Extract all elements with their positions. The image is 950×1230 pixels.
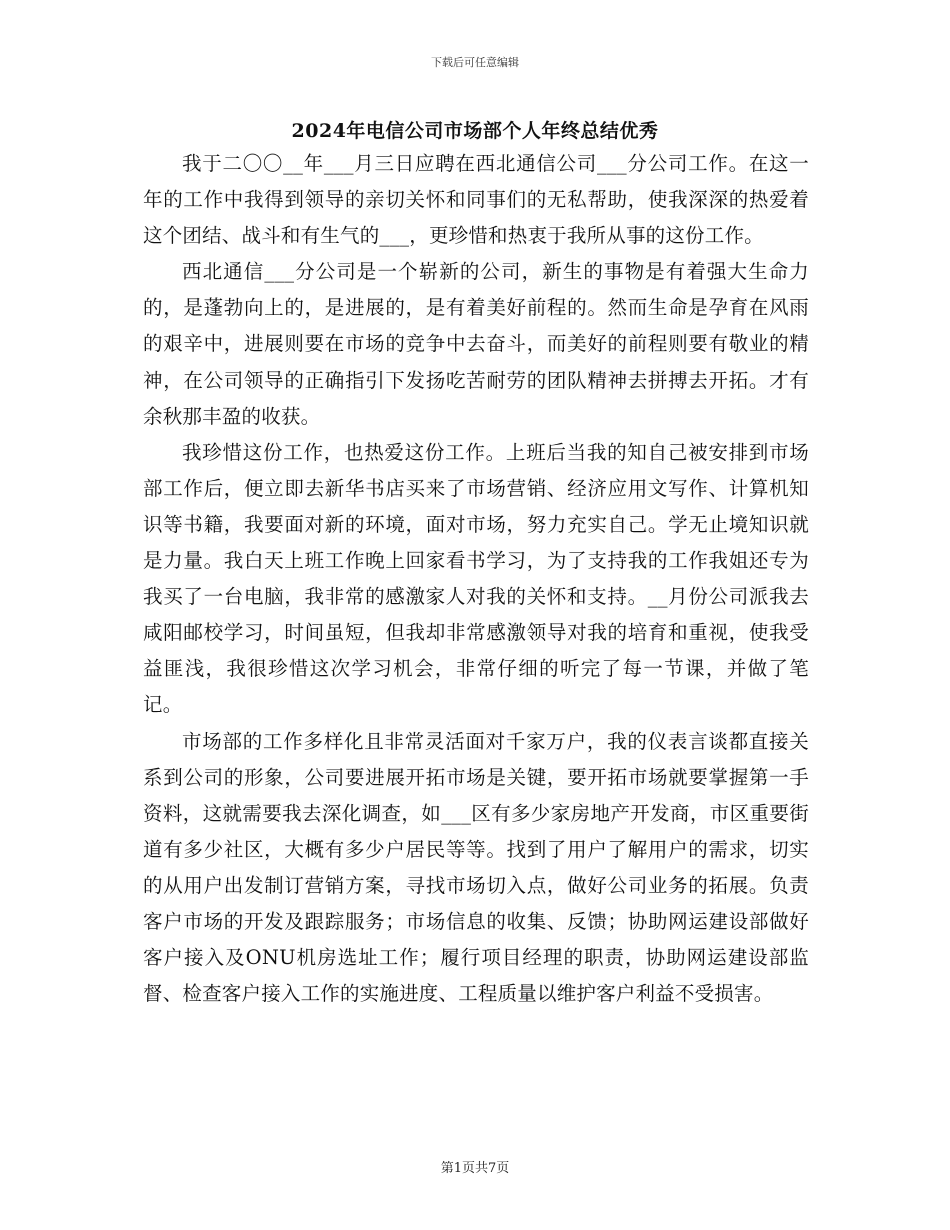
body-paragraph-4: 市场部的工作多样化且非常灵活面对千家万户，我的仪表言谈都直接关系到公司的形象，公司要进展开拓市场是关键，要开拓市场就要掌握第一手资料，这就需要我去深化调查，如___区有多少家房地产开发商，市区重要街道有多少社区，大概有多少户居民等等。找到了用户了解用户的需求，切实的从用户出发制订营销方案，寻找市场切入点，做好公司业务的拓展。负责客户市场的开发及跟踪服务；市场信息的收集、反馈；协助网运建设部做好客户接入及ONU机房选址工作；履行项目经理的职责，协助网运建设部监督、检查客户接入工作的实施进度、工程质量以维护客户利益不受损害。 xyxy=(143,729,809,1006)
body-paragraph-3: 我珍惜这份工作，也热爱这份工作。上班后当我的知自己被安排到市场部工作后，便立即去新华书店买来了市场营销、经济应用文写作、计算机知识等书籍，我要面对新的环境，面对市场，努力充实自己。学无止境知识就是力量。我白天上班工作晚上回家看书学习，为了支持我的工作我姐还专为我买了一台电脑，我非常的感激家人对我的关怀和支持。__月份公司派我去咸阳邮校学习，时间虽短，但我却非常感激领导对我的培育和重视，使我受益匪浅，我很珍惜这次学习机会，非常仔细的听完了每一节课，并做了笔记。 xyxy=(143,440,809,717)
page-footer: 第1页共7页 xyxy=(440,1161,510,1176)
body-paragraph-1: 我于二〇〇__年___月三日应聘在西北通信公司___分公司工作。在这一年的工作中我得到领导的亲切关怀和同事们的无私帮助，使我深深的热爱着这个团结、战斗和有生气的___，更珍惜和热衷于我所从事的这份工作。 xyxy=(143,152,809,248)
body-paragraph-2: 西北通信___分公司是一个崭新的公司，新生的事物是有着强大生命力的，是蓬勃向上的，是进展的，是有着美好前程的。然而生命是孕育在风雨的艰辛中，进展则要在市场的竞争中去奋斗，而美好的前程则要有敬业的精神，在公司领导的正确指引下发扬吃苦耐劳的团队精神去拼搏去开拓。才有余秋那丰盈的收获。 xyxy=(143,260,809,428)
header-note: 下载后可任意编辑 xyxy=(431,56,519,69)
document-title: 2024年电信公司市场部个人年终总结优秀 xyxy=(291,120,659,142)
document-body xyxy=(143,146,809,1012)
